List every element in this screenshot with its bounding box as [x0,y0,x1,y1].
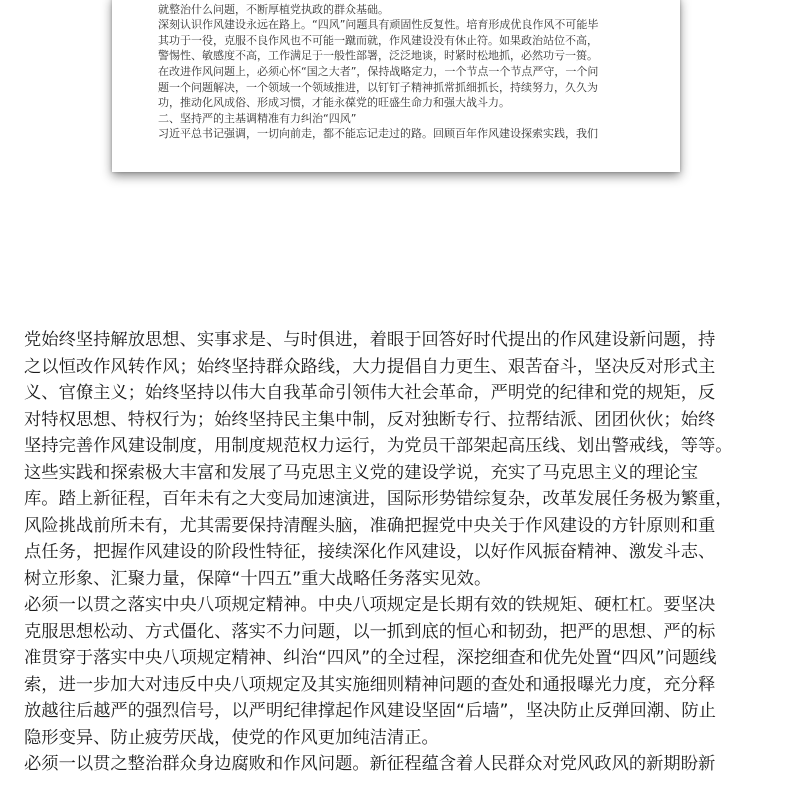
excerpt-line: 其功于一役，克服不良作风也不可能一蹴而就，作风建设没有休止符。如果政治站位不高， [158,33,598,47]
body-line: 必须一以贯之整治群众身边腐败和作风问题。新征程蕴含着人民群众对党风政风的新期盼新 [24,754,716,774]
body-line: 隐形变异、防止疲劳厌战，使党的作风更加纯洁清正。 [24,727,439,748]
excerpt-section-heading: 二、坚持严的主基调精准有力纠治“四风” [158,111,357,125]
excerpt-line: 深刻认识作风建设永远在路上。“四风”问题具有顽固性反复性。培育形成优良作风不可能毕 [158,18,599,32]
excerpt-line: 在改进作风问题上，必须心怀“国之大者”，保持战略定力，一个节点一个节点严守，一个问 [158,64,599,78]
body-line: 义、官僚主义；始终坚持以伟大自我革命引领伟大社会革命，严明党的纪律和党的规矩，反 [24,383,716,403]
body-line: 点任务，把握作风建设的阶段性特征，接续深化作风建设，以好作风振奋精神、激发斗志、 [24,542,716,562]
excerpt-line: 警惕性、敏感度不高，工作满足于一般性部署，泛泛地谈，时紧时松地抓，必然功亏一篑。 [158,49,598,63]
body-line: 党始终坚持解放思想、实事求是、与时俱进，着眼于回答好时代提出的作风建设新问题，持 [24,330,716,350]
body-line: 准贯穿于落实中央八项规定精神、纠治“四风”的全过程，深挖细查和优先处置“四风”问题线 [24,648,717,668]
body-line: 之以恒改作风转作风；始终坚持群众路线，大力提倡自力更生、艰苦奋斗，坚决反对形式主 [24,356,716,377]
excerpt-line: 就整治什么问题，不断厚植党执政的群众基础。 [158,2,389,16]
excerpt-line: 题一个问题解决，一个领域一个领域推进，以钉钉子精神抓常抓细抓长，持续努力，久久为 [158,80,598,94]
excerpt-card [112,0,680,172]
body-line: 对特权思想、特权行为；始终坚持民主集中制，反对独断专行、拉帮结派、团团伙伙；始终 [24,409,716,430]
body-line: 风险挑战前所未有，尤其需要保持清醒头脑，准确把握党中央关于作风建设的方针原则和重 [24,515,716,536]
body-line: 坚持完善作风建设制度，用制度规范权力运行，为党员干部架起高压线、划出警戒线，等等。 [24,436,733,456]
body-text-block [24,327,784,778]
body-line: 这些实践和探索极大丰富和发展了马克思主义党的建设学说，充实了马克思主义的理论宝 [24,462,698,483]
excerpt-line: 功，推动化风成俗、形成习惯，才能永葆党的旺盛生命力和强大战斗力。 [158,96,510,110]
body-line: 库。踏上新征程，百年未有之大变局加速演进，国际形势错综复杂，改革发展任务极为繁重， [24,489,733,509]
body-line: 树立形象、汇聚力量，保障“十四五”重大战略任务落实见效。 [24,568,492,589]
excerpt-text-block [158,0,668,142]
body-line: 放越往后越严的强烈信号，以严明纪律撑起作风建设坚固“后墙”，坚决防止反弹回潮、防止 [24,701,716,721]
body-line: 索，进一步加大对违反中央八项规定及其实施细则精神问题的查处和通报曝光力度，充分释 [24,674,716,695]
body-line: 必须一以贯之落实中央八项规定精神。中央八项规定是长期有效的铁规矩、硬杠杠。要坚决 [24,595,716,615]
excerpt-line: 习近平总书记强调，一切向前走，都不能忘记走过的路。回顾百年作风建设探索实践，我们 [158,127,598,141]
body-line: 克服思想松动、方式僵化、落实不力问题，以一抓到底的恒心和韧劲，把严的思想、严的标 [24,621,716,642]
